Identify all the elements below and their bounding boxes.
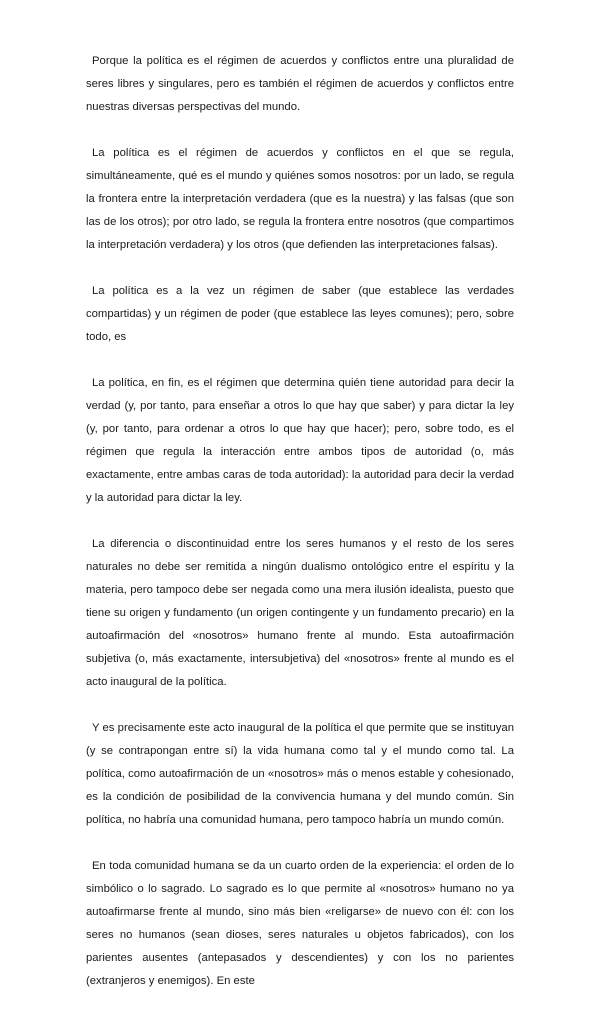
paragraph-7: En toda comunidad humana se da un cuarto orden de la experiencia: el orden de lo simbólico o lo sagrado. Lo sagrado es lo que permite al «nosotros» humano no ya autoafirmarse frente al mundo, sino más bien «religarse» de nuevo con él: con los seres no humanos (sean dioses, seres naturales u objetos fabricados), con los parientes ausentes (antepasados y descendientes) y con los no parientes (extranjeros y enemigos). En este	[86, 860, 514, 987]
paragraph-1: Porque la política es el régimen de acuerdos y conflictos entre una pluralidad de seres libres y singulares, pero es también el régimen de acuerdos y conflictos entre nuestras diversas perspectivas del mundo.	[86, 55, 514, 113]
paragraph-2: La política es el régimen de acuerdos y conflictos en el que se regula, simultáneamente, qué es el mundo y quiénes somos nosotros: por un lado, se regula la frontera entre la interpretación verdadera (que es la nuestra) y las falsas (que son las de los otros); por otro lado, se regula la frontera entre nosotros (que compartimos la interpretación verdadera) y los otros (que defienden las interpretaciones falsas).	[86, 147, 514, 251]
paragraph-3: La política es a la vez un régimen de saber (que establece las verdades compartidas) y un régimen de poder (que establece las leyes comunes); pero, sobre todo, es	[86, 285, 514, 343]
paragraph-5: La diferencia o discontinuidad entre los seres humanos y el resto de los seres naturales no debe ser remitida a ningún dualismo ontológico entre el espíritu y la materia, pero tampoco debe ser negada como una mera ilusión idealista, puesto que tiene su origen y fundamento (un origen contingente y un fundamento precario) en la autoafirmación del «nosotros» humano frente al mundo. Esta autoafirmación subjetiva (o, más exactamente, intersubjetiva) del «nosotros» frente al mundo es el acto inaugural de la política.	[86, 538, 514, 688]
paragraph-4: La política, en fin, es el régimen que determina quién tiene autoridad para decir la verdad (y, por tanto, para enseñar a otros lo que hay que saber) y para dictar la ley (y, por tanto, para ordenar a otros lo que hay que hacer); pero, sobre todo, es el régimen que regula la interacción entre ambos tipos de autoridad (o, más exactamente, entre ambas caras de toda autoridad): la autoridad para decir la verdad y la autoridad para dictar la ley.	[86, 377, 514, 504]
document-body	[86, 50, 514, 1016]
paragraph-6: Y es precisamente este acto inaugural de la política el que permite que se instituyan (y se contrapongan entre sí) la vida humana como tal y el mundo como tal. La política, como autoafirmación de un «nosotros» más o menos estable y cohesionado, es la condición de posibilidad de la convivencia humana y del mundo común. Sin política, no habría una comunidad humana, pero tampoco habría un mundo común.	[86, 722, 514, 826]
